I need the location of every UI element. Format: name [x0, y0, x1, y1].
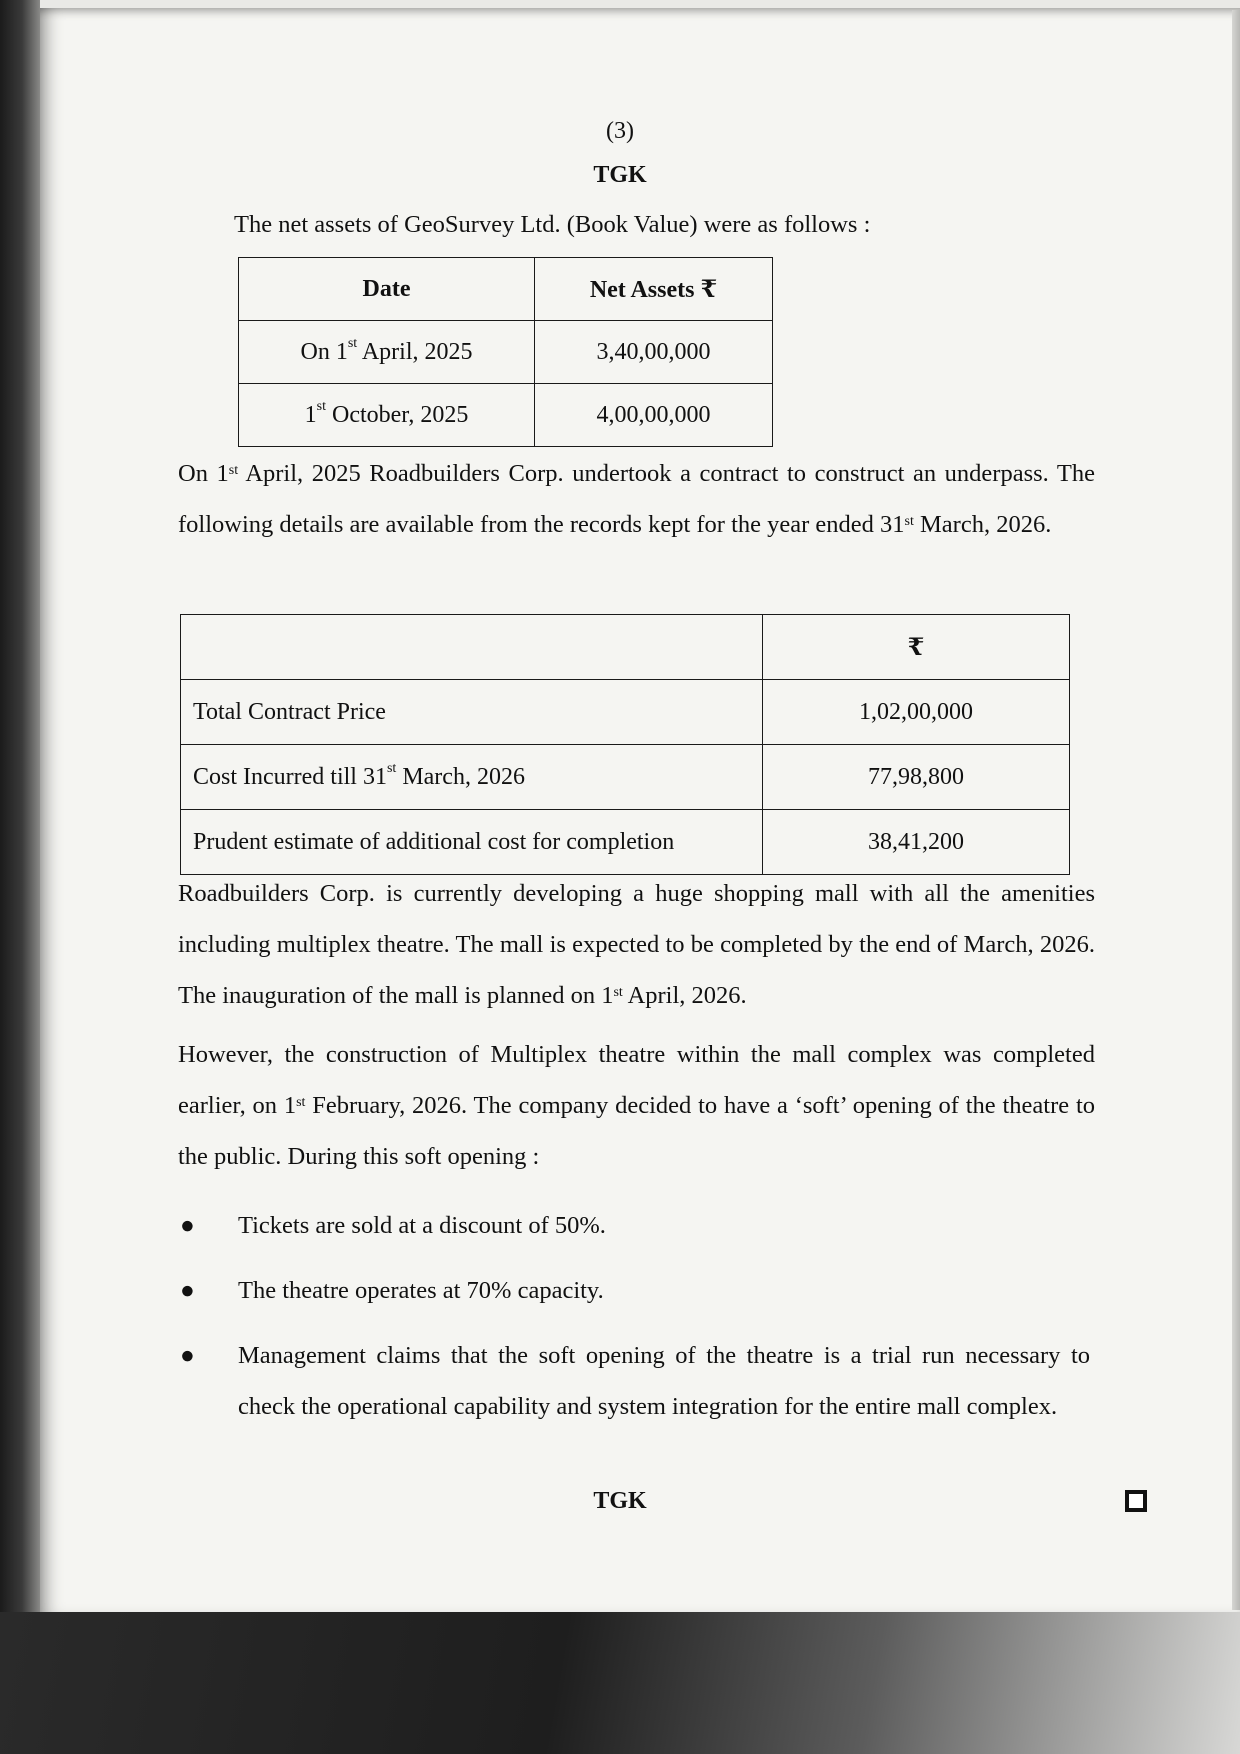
- contract-paragraph: On 1st April, 2025 Roadbuilders Corp. undertook a contract to construct an underpass. The following details are available from the records kept for the year ended 31st March, 2026.: [178, 460, 1095, 538]
- bullet-icon: ●: [180, 1342, 195, 1369]
- scan-shadow-bottom: [0, 1612, 1240, 1754]
- table-header-row: [181, 615, 1070, 680]
- net-assets-cell: 4,00,00,000: [535, 384, 773, 447]
- column-header-date: Date: [239, 258, 535, 321]
- date-cell: 1st October, 2025: [239, 384, 535, 447]
- row-label: Prudent estimate of additional cost for completion: [181, 810, 763, 875]
- bullet-icon: ●: [180, 1277, 195, 1304]
- paper-code-footer: TGK: [593, 1488, 647, 1514]
- date-cell: On 1st April, 2025: [239, 321, 535, 384]
- row-label: Total Contract Price: [181, 680, 763, 745]
- table-row: [239, 384, 773, 447]
- row-label: Cost Incurred till 31st March, 2026: [181, 745, 763, 810]
- column-header-net-assets: Net Assets ₹: [535, 258, 773, 321]
- empty-header-cell: [181, 615, 763, 680]
- intro-text: The net assets of GeoSurvey Ltd. (Book Value) were as follows :: [234, 211, 871, 238]
- rupee-header: ₹: [763, 615, 1070, 680]
- table-header-row: [239, 258, 773, 321]
- page-number: (3): [606, 118, 634, 144]
- table-row: [181, 680, 1070, 745]
- table-row: [181, 745, 1070, 810]
- net-assets-cell: 3,40,00,000: [535, 321, 773, 384]
- row-value: 77,98,800: [763, 745, 1070, 810]
- table-row: [239, 321, 773, 384]
- bullet-icon: ●: [180, 1212, 195, 1239]
- corner-marker-icon: [1125, 1490, 1147, 1512]
- mall-paragraph: Roadbuilders Corp. is currently developing a huge shopping mall with all the amenities including multiplex theatre. The mall is expected to be completed by the end of March, 2026. The inauguration of the mall is planned on 1st April, 2026.: [178, 880, 1095, 1009]
- row-value: 1,02,00,000: [763, 680, 1070, 745]
- theatre-paragraph: However, the construction of Multiplex theatre within the mall complex was completed earlier, on 1st February, 2026. The company decided to have a ‘soft’ opening of the theatre to the public. During this soft opening :: [178, 1041, 1096, 1170]
- table-row: [181, 810, 1070, 875]
- scan-edge-right: [1232, 10, 1240, 1610]
- row-value: 38,41,200: [763, 810, 1070, 875]
- net-assets-table: [238, 257, 773, 447]
- contract-details-table: [180, 614, 1070, 875]
- paper-code-header: TGK: [593, 162, 647, 188]
